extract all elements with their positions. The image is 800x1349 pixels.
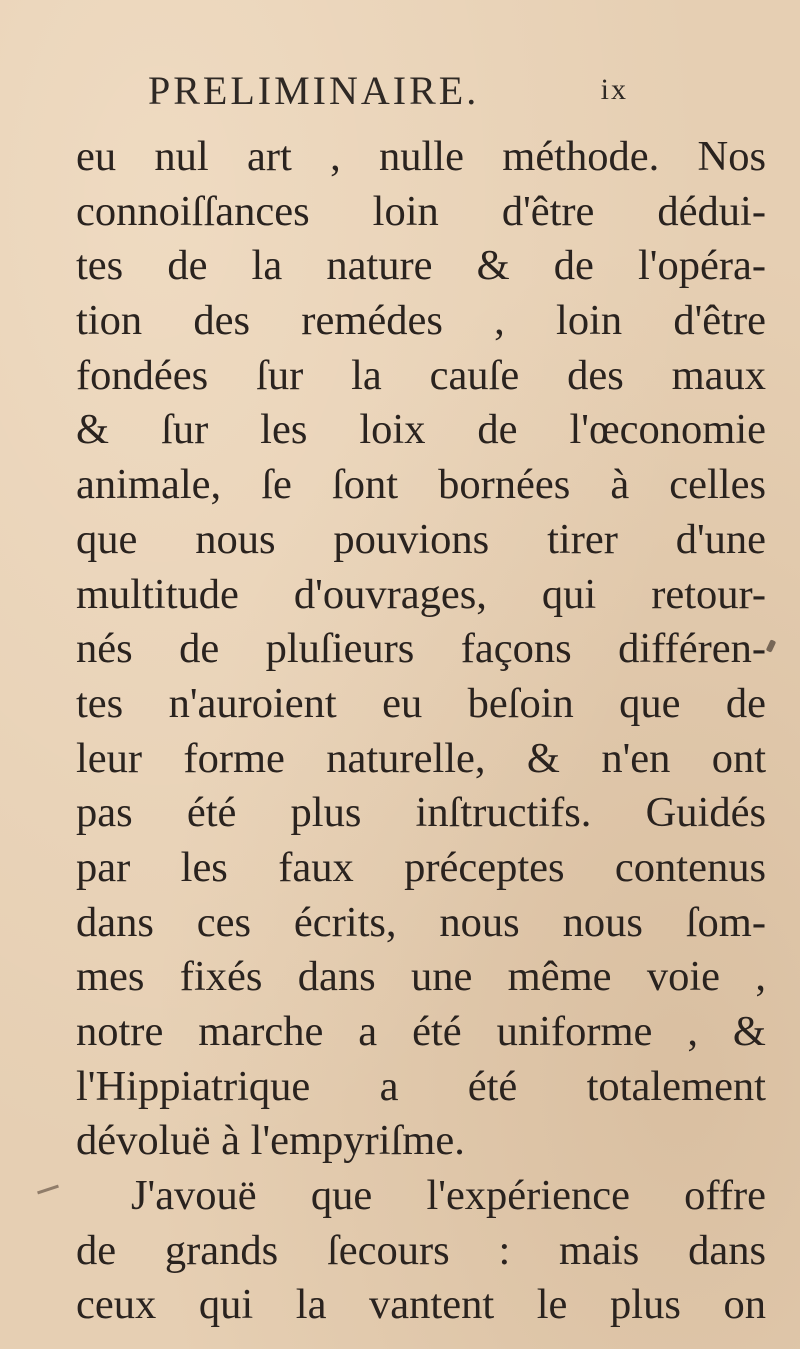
text-line: dans ces écrits, nous nous ſom- — [76, 898, 766, 946]
text-line: tes n'auroient eu beſoin que de — [76, 679, 766, 727]
text-line: notre marche a été uniforme , & — [76, 1008, 766, 1055]
text-line: eu nul art , nulle méthode. Nos — [76, 133, 766, 180]
text-line: leur forme naturelle, & n'en ont — [76, 734, 766, 782]
text-line: de grands ſecours : mais dans — [76, 1226, 766, 1274]
running-title: PRELIMINAIRE. — [148, 67, 480, 113]
text-line: dévoluë à l'empyriſme. — [76, 1117, 465, 1165]
paragraph-start-line: J'avouë que l'expérience offre — [131, 1172, 766, 1220]
text-line: fondées ſur la cauſe des maux — [76, 351, 766, 399]
text-line: animale, ſe ſont bornées à celles — [76, 461, 766, 509]
text-line: tion des remédes , loin d'être — [76, 297, 766, 345]
page-number: ix — [600, 73, 628, 106]
text-line: nés de pluſieurs façons différen- — [76, 625, 766, 673]
text-line: multitude d'ouvrages, qui retour- — [76, 570, 766, 618]
text-line: pas été plus inſtructifs. Guidés — [76, 789, 766, 837]
text-line: l'Hippiatrique a été totalement — [76, 1062, 766, 1110]
text-line: que nous pouvions tirer d'une — [76, 515, 766, 563]
text-line: par les faux préceptes contenus — [76, 843, 766, 891]
text-line: tes de la nature & de l'opéra- — [76, 242, 766, 290]
margin-speck — [766, 639, 777, 652]
running-head — [148, 60, 628, 120]
margin-dash-mark — [37, 1185, 59, 1195]
text-line: connoiſſances loin d'être dédui- — [76, 187, 766, 235]
text-line: mes fixés dans une même voie , — [76, 953, 766, 1001]
body-text — [76, 130, 766, 1333]
text-line: & ſur les loix de l'œconomie — [76, 406, 766, 454]
text-line: ceux qui la vantent le plus on — [76, 1281, 766, 1329]
